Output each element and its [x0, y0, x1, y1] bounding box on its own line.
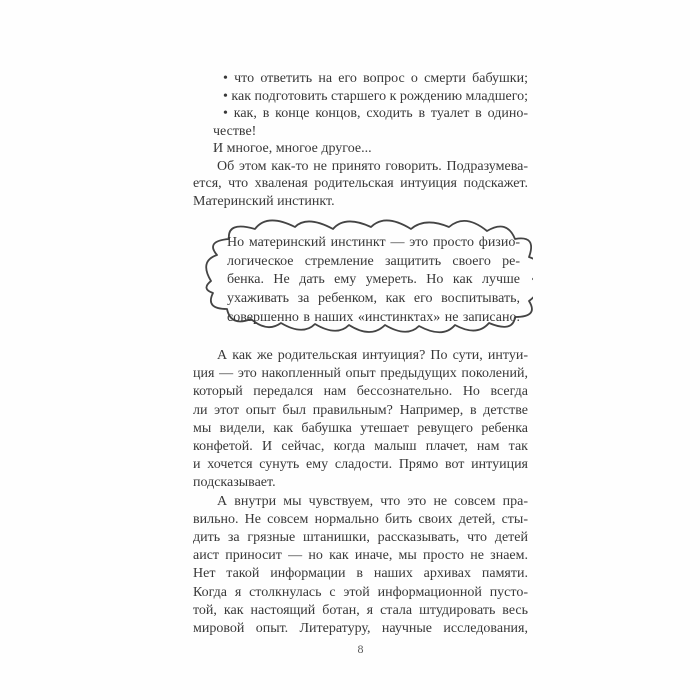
bullet-item: • как, в конце концов, сходить в туалет в одино- — [223, 106, 528, 121]
text-column — [193, 70, 528, 657]
paragraph-line: ли этот опыт был правильным? Например, в детстве — [193, 402, 528, 418]
paragraph-line: мы видели, как бабушка утешает ревущего ребенка — [193, 420, 528, 436]
paragraph-line: который передался нам бессознательно. Но всегда — [193, 384, 528, 400]
paragraph-line: Материнский инстинкт. — [193, 193, 335, 209]
bullet-item: • как подготовить старшего к рождению младшего; — [223, 88, 528, 104]
paragraph-line: Нет такой информации в наших архивах памяти. — [193, 566, 528, 582]
paragraph-line: и хочется сунуть ему сладости. Прямо вот интуиция — [193, 457, 528, 473]
paragraph-line: И многое, многое другое... — [213, 141, 372, 156]
paragraph-line: ция — это накопленный опыт предыдущих поколений, — [193, 366, 528, 382]
paragraph-intuition — [193, 347, 528, 493]
paragraph-line: Об этом как-то не принято говорить. Подразумева- — [217, 158, 528, 174]
page-number: 8 — [357, 642, 364, 657]
cloud-line: ухаживать за ребенком, как его воспитывать, — [227, 291, 520, 307]
paragraph-line: Когда я столкнулась с этой информационной пусто- — [193, 584, 528, 600]
paragraph-line: вильно. Не совсем нормально бить своих детей, сты- — [193, 511, 528, 527]
intro-block — [193, 70, 528, 210]
paragraph-line: подсказывает. — [193, 475, 276, 491]
bullet-item: • что ответить на его вопрос о смерти бабушки; — [223, 71, 528, 86]
paragraph-line: конфетой. И сейчас, когда малыш плачет, нам так — [193, 439, 528, 455]
paragraph-line: А как же родительская интуиция? По сути, интуи- — [217, 348, 528, 363]
bullet-item-wrap: честве! — [213, 123, 257, 139]
paragraph-inside — [193, 493, 528, 639]
cloud-line: бенка. Не дать ему умереть. Но как лучше — [227, 272, 520, 288]
cloud-line: Но материнский инстинкт — это просто физио- — [227, 235, 520, 250]
paragraph-line: той, как настоящий ботан, я стала штудировать весь — [193, 602, 528, 618]
paragraph-line: дить за грязные штанишки, рассказывать, что детей — [193, 530, 528, 546]
paragraph-line: аист приносит — но как иначе, мы просто не знаем. — [193, 548, 528, 564]
paragraph-line: ется, что хваленая родительская интуиция подскажет. — [193, 176, 528, 191]
cloud-text — [227, 234, 520, 328]
cloud-line: логическое стремление защитить своего ре- — [227, 253, 520, 269]
paragraph-line: мировой опыт. Литературу, научные исследования, — [193, 621, 528, 637]
paragraph-line: А внутри мы чувствуем, что это не совсем пра- — [217, 493, 528, 509]
cloud-line: совершенно в наших «инстинктах» не записано. — [227, 309, 520, 325]
callout-cloud — [203, 217, 533, 339]
